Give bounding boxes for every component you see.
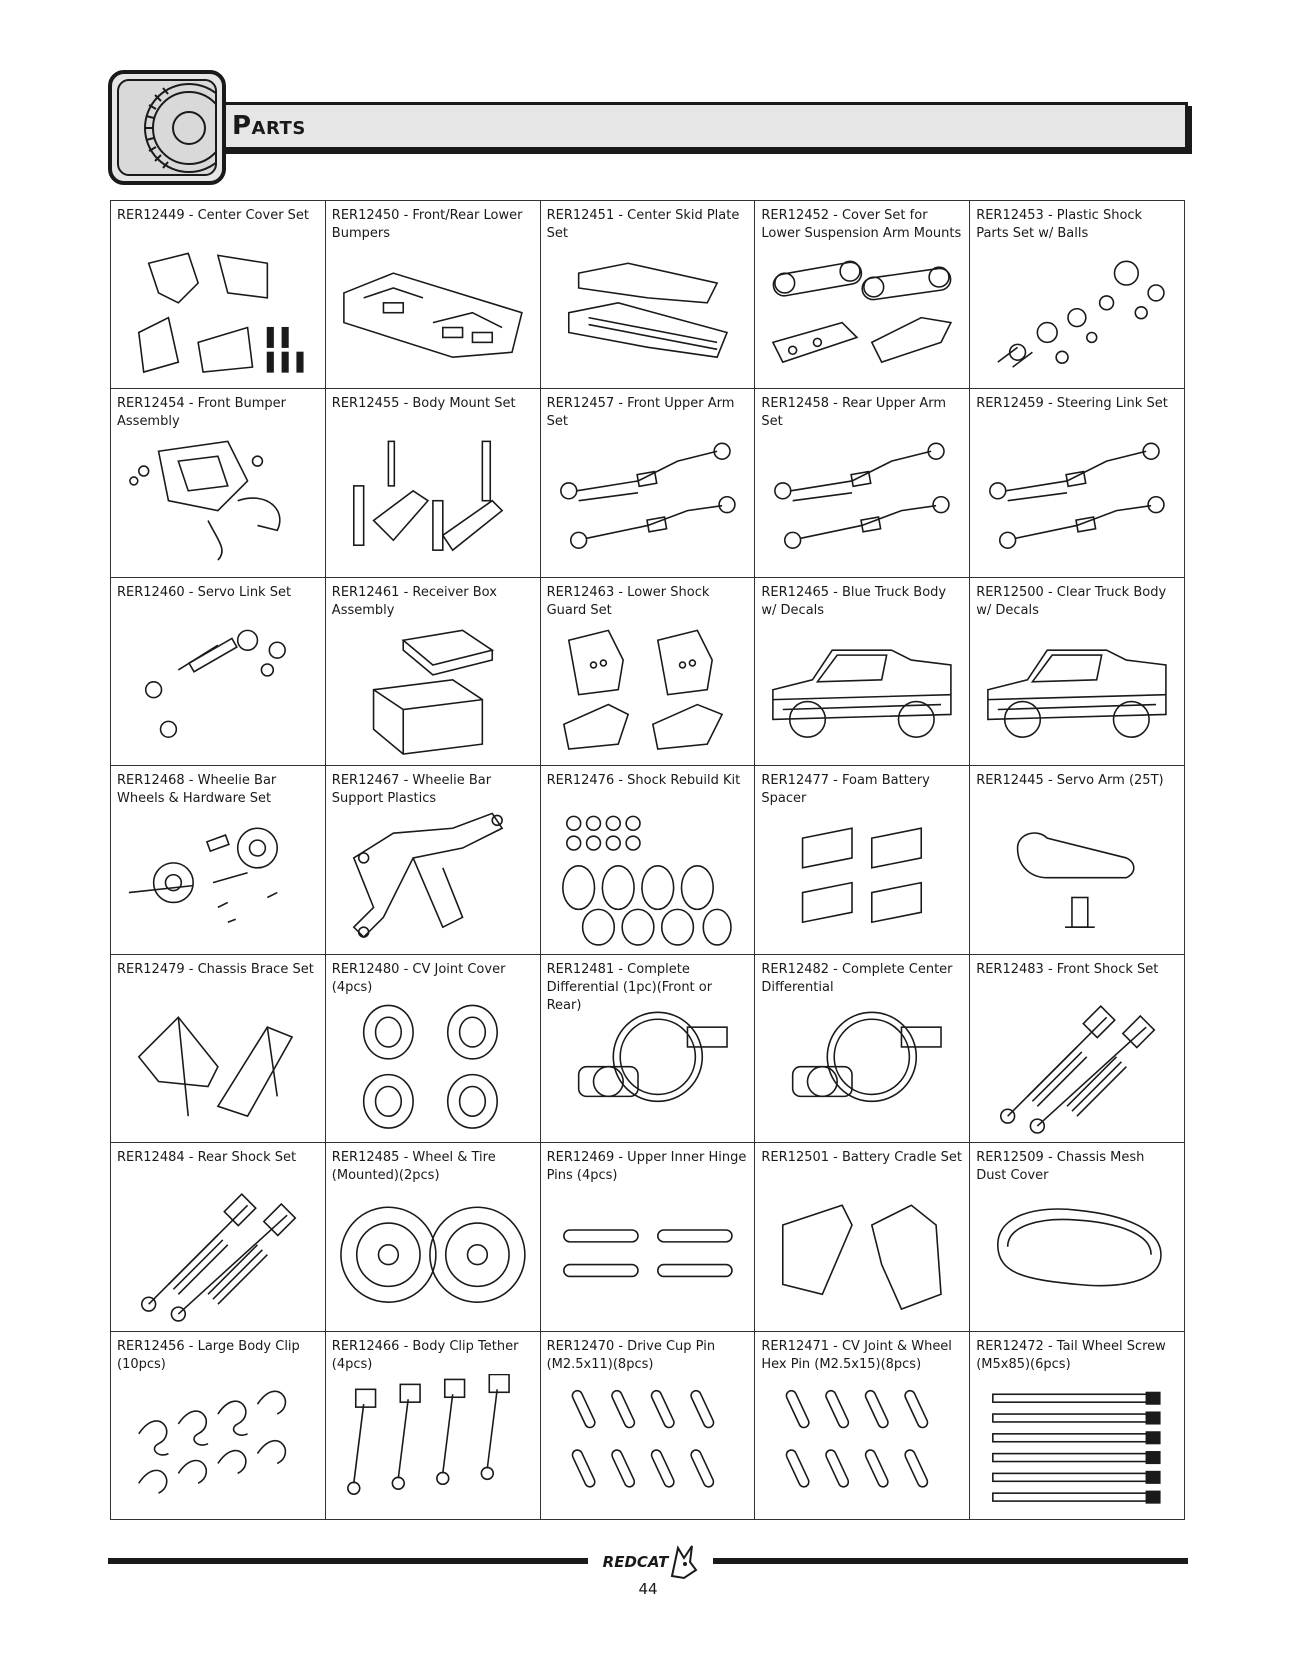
part-cell (326, 1143, 541, 1331)
part-illustration (119, 1374, 317, 1513)
part-illustration (763, 431, 961, 570)
part-cell (755, 201, 970, 389)
part-cell (326, 766, 541, 954)
part-cell (326, 955, 541, 1143)
part-cell (970, 1332, 1185, 1520)
part-label: RER12509 - Chassis Mesh Dust Cover (976, 1150, 1145, 1184)
part-illustration (763, 808, 961, 947)
part-label: RER12465 - Blue Truck Body w/ Decals (761, 584, 947, 618)
footer-rule-left (108, 1558, 588, 1564)
part-label: RER12453 - Plastic Shock Parts Set w/ Balls (976, 208, 1143, 241)
part-cell (541, 1332, 756, 1520)
part-cell (326, 389, 541, 577)
part-cell (326, 578, 541, 766)
page-number: 44 (638, 1580, 658, 1598)
part-illustration (334, 808, 532, 947)
part-label: RER12466 - Body Clip Tether (4pcs) (331, 1338, 519, 1372)
part-label: RER12477 - Foam Battery Spacer (761, 773, 930, 807)
part-cell (970, 201, 1185, 389)
part-cell (111, 1332, 326, 1520)
redcat-logo (588, 1540, 713, 1584)
part-illustration (549, 1374, 747, 1513)
part-cell (111, 955, 326, 1143)
part-cell (111, 1143, 326, 1331)
part-cell (755, 955, 970, 1143)
cat-head-icon (668, 1542, 698, 1582)
part-cell (111, 578, 326, 766)
part-cell (326, 1332, 541, 1520)
part-illustration (763, 997, 961, 1136)
gear-icon (117, 79, 217, 176)
part-cell (111, 389, 326, 577)
part-cell (541, 955, 756, 1143)
part-illustration (978, 431, 1176, 570)
part-illustration (119, 1185, 317, 1324)
part-illustration (119, 997, 317, 1136)
part-label: RER12479 - Chassis Brace Set (117, 961, 314, 977)
part-illustration (119, 620, 317, 759)
part-cell (970, 578, 1185, 766)
part-label: RER12463 - Lower Shock Guard Set (546, 584, 710, 618)
part-label: RER12451 - Center Skid Plate Set (546, 208, 740, 241)
part-label: RER12482 - Complete Center Differential (761, 961, 953, 995)
part-cell (541, 201, 756, 389)
part-illustration (978, 997, 1176, 1136)
header-title-bar (220, 102, 1188, 150)
footer-rule-right (713, 1558, 1188, 1564)
part-illustration (763, 1185, 961, 1324)
part-illustration (334, 620, 532, 759)
part-label: RER12485 - Wheel & Tire (Mounted)(2pcs) (331, 1150, 496, 1184)
part-label: RER12445 - Servo Arm (25T) (976, 773, 1164, 789)
part-illustration (334, 997, 532, 1136)
part-label: RER12450 - Front/Rear Lower Bumpers (331, 208, 523, 241)
part-label: RER12456 - Large Body Clip (10pcs) (117, 1338, 300, 1372)
part-label: RER12449 - Center Cover Set (117, 208, 310, 223)
part-illustration (119, 808, 317, 947)
part-illustration (549, 620, 747, 759)
part-cell (111, 766, 326, 954)
part-label: RER12469 - Upper Inner Hinge Pins (4pcs) (546, 1150, 747, 1184)
page-title: Parts (232, 111, 306, 141)
part-label: RER12480 - CV Joint Cover (4pcs) (331, 961, 506, 995)
part-cell (541, 1143, 756, 1331)
parts-grid (110, 200, 1185, 1520)
part-cell (541, 766, 756, 954)
part-label: RER12455 - Body Mount Set (331, 396, 516, 412)
part-cell (970, 766, 1185, 954)
part-illustration (334, 1185, 532, 1324)
part-label: RER12468 - Wheelie Bar Wheels & Hardware Set (117, 773, 277, 807)
part-illustration (334, 243, 532, 382)
part-illustration (763, 243, 961, 382)
part-illustration (334, 1374, 532, 1513)
part-illustration (119, 431, 317, 570)
part-cell (970, 1143, 1185, 1331)
part-label: RER12467 - Wheelie Bar Support Plastics (331, 773, 492, 807)
part-illustration (763, 1374, 961, 1513)
page-header (108, 70, 1188, 185)
part-label: RER12471 - CV Joint & Wheel Hex Pin (M2.5x15)(8pcs) (761, 1338, 952, 1372)
part-cell (755, 578, 970, 766)
part-label: RER12458 - Rear Upper Arm Set (761, 396, 947, 430)
part-label: RER12460 - Servo Link Set (117, 584, 292, 600)
part-label: RER12500 - Clear Truck Body w/ Decals (976, 584, 1167, 618)
part-cell (970, 955, 1185, 1143)
part-label: RER12461 - Receiver Box Assembly (331, 584, 497, 618)
part-label: RER12501 - Battery Cradle Set (761, 1150, 962, 1166)
part-illustration (549, 1185, 747, 1324)
part-illustration (978, 243, 1176, 382)
part-illustration (978, 1374, 1176, 1513)
part-cell (541, 389, 756, 577)
part-cell (541, 578, 756, 766)
part-illustration (978, 808, 1176, 947)
part-label: RER12483 - Front Shock Set (976, 961, 1159, 977)
part-illustration (549, 997, 747, 1136)
part-illustration (549, 431, 747, 570)
part-label: RER12476 - Shock Rebuild Kit (546, 773, 741, 789)
part-illustration (549, 808, 747, 947)
page-footer (108, 1540, 1188, 1600)
part-illustration (549, 243, 747, 382)
part-illustration (978, 1185, 1176, 1324)
part-label: RER12452 - Cover Set for Lower Suspension Arm Mounts (761, 208, 962, 241)
part-cell (111, 201, 326, 389)
part-label: RER12470 - Drive Cup Pin (M2.5x11)(8pcs) (546, 1338, 716, 1372)
part-label: RER12457 - Front Upper Arm Set (546, 396, 735, 430)
part-label: RER12484 - Rear Shock Set (117, 1150, 297, 1166)
part-cell (970, 389, 1185, 577)
part-label: RER12472 - Tail Wheel Screw (M5x85)(6pcs) (976, 1338, 1166, 1372)
part-cell (755, 1143, 970, 1331)
part-cell (755, 766, 970, 954)
header-icon-frame (108, 70, 226, 185)
part-label: RER12454 - Front Bumper Assembly (117, 396, 287, 430)
brand-logo-text: REDCAT (602, 1553, 669, 1571)
part-label: RER12459 - Steering Link Set (976, 396, 1168, 412)
part-illustration (119, 243, 317, 382)
part-cell (326, 201, 541, 389)
part-label: RER12481 - Complete Differential (1pc)(Front or Rear) (546, 961, 713, 1013)
part-illustration (763, 620, 961, 759)
part-cell (755, 1332, 970, 1520)
part-illustration (978, 620, 1176, 759)
part-cell (755, 389, 970, 577)
part-illustration (334, 431, 532, 570)
